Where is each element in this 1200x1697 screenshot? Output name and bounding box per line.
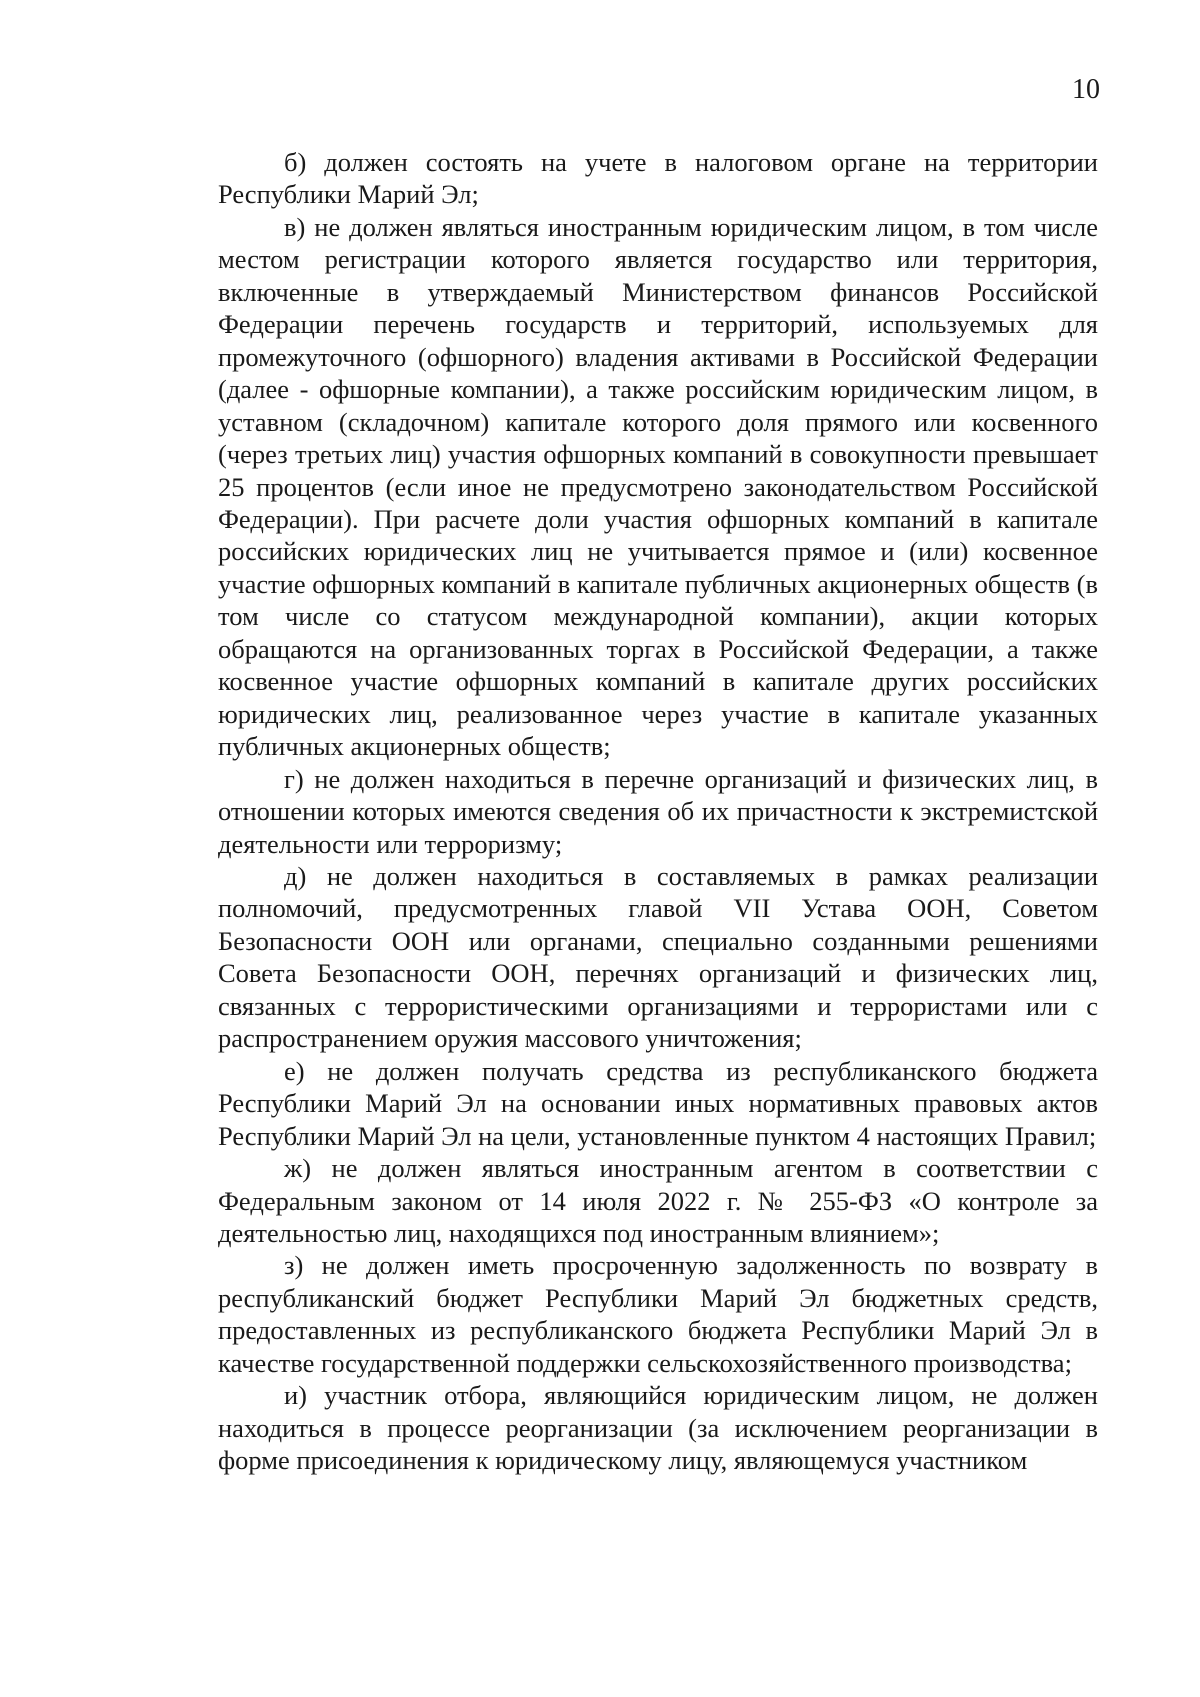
page-number: 10 bbox=[1072, 74, 1100, 105]
paragraph-g: г) не должен находиться в перечне организаций и физических лиц, в отношении которых имеются сведения об их причастности к экстремистской деятельности или терроризму; bbox=[218, 763, 1098, 859]
paragraph-b: б) должен состоять на учете в налоговом органе на территории Республики Марий Эл; bbox=[218, 147, 1098, 210]
document-body bbox=[218, 146, 1098, 1477]
paragraph-z: з) не должен иметь просроченную задолженность по возврату в республиканский бюджет Республики Марий Эл бюджетных средств, предоставленных из республиканского бюджета Республики Марий Эл в качестве государственной поддержки сельскохозяйственного производства; bbox=[218, 1250, 1098, 1378]
paragraph-v: в) не должен являться иностранным юридическим лицом, в том числе местом регистрации которого является государство или территория, включенные в утверждаемый Министерством финансов Российской Федерации перечень государств и территорий, используемых для промежуточного (офшорного) владения активами в Российской Федерации (далее - офшорные компании), а также российским юридическим лицом, в уставном (складочном) капитале которого доля прямого или косвенного (через третьих лиц) участия офшорных компаний в совокупности превышает 25 процентов (если иное не предусмотрено законодательством Российской Федерации). При расчете доли участия офшорных компаний в капитале российских юридических лиц не учитывается прямое и (или) косвенное участие офшорных компаний в капитале публичных акционерных обществ (в том числе со статусом международной компании), акции которых обращаются на организованных торгах в Российской Федерации, а также косвенное участие офшорных компаний в капитале других российских юридических лиц, реализованное через участие в капитале указанных публичных акционерных обществ; bbox=[218, 211, 1098, 762]
paragraph-zh: ж) не должен являться иностранным агентом в соответствии с Федеральным законом от 14 июля 2022 г. № 255-ФЗ «О контроле за деятельностью лиц, находящихся под иностранным влиянием»; bbox=[218, 1153, 1098, 1248]
paragraph-d: д) не должен находиться в составляемых в рамках реализации полномочий, предусмотренных главой VII Устава ООН, Советом Безопасности ООН или органами, специально созданными решениями Совета Безопасности ООН, перечнях организаций и физических лиц, связанных с террористическими организациями и террористами или с распространением оружия массового уничтожения; bbox=[218, 860, 1098, 1054]
paragraph-e: е) не должен получать средства из республиканского бюджета Республики Марий Эл на основании иных нормативных правовых актов Республики Марий Эл на цели, установленные пунктом 4 настоящих Правил; bbox=[218, 1055, 1098, 1151]
paragraph-i: и) участник отбора, являющийся юридическим лицом, не должен находиться в процессе реорганизации (за исключением реорганизации в форме присоединения к юридическому лицу, являющемуся участником bbox=[218, 1380, 1098, 1476]
